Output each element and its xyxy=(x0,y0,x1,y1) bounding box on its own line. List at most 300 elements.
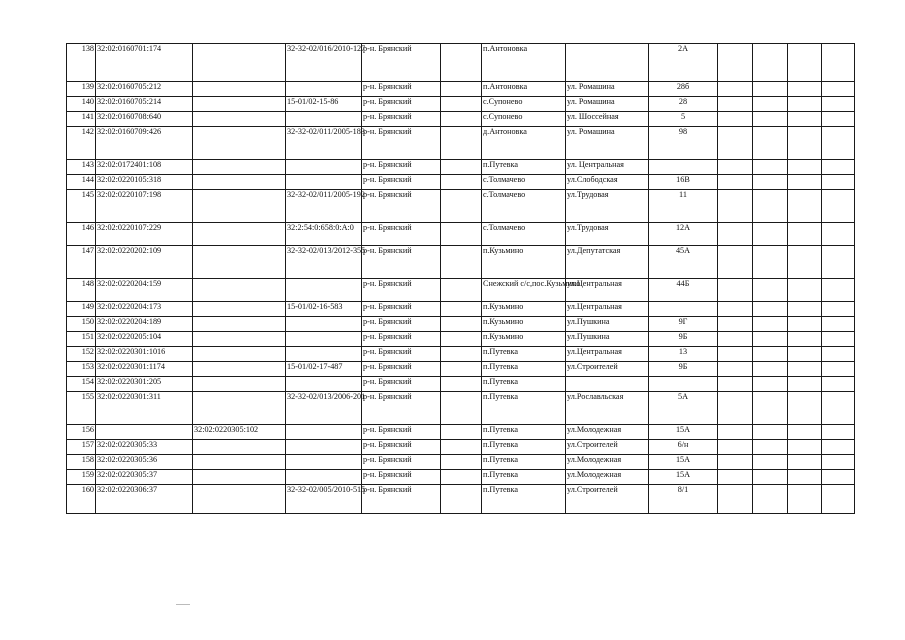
blank-cell xyxy=(753,347,788,362)
blank-cell xyxy=(788,440,822,455)
blank-cell xyxy=(753,362,788,377)
table-row xyxy=(67,317,855,332)
district: р-н. Брянский xyxy=(362,347,441,362)
locality: с.Толмачево xyxy=(482,190,566,223)
house-number: 11 xyxy=(649,190,718,223)
table-row xyxy=(67,127,855,160)
house-number: 28 xyxy=(649,97,718,112)
district: р-н. Брянский xyxy=(362,302,441,317)
cadastral-number-alt xyxy=(193,175,286,190)
house-number: 15А xyxy=(649,470,718,485)
blank-cell xyxy=(441,246,482,279)
blank-cell xyxy=(788,470,822,485)
blank-cell xyxy=(753,440,788,455)
locality: п.Кузьмино xyxy=(482,317,566,332)
blank-cell xyxy=(718,347,753,362)
locality: п.Путевка xyxy=(482,485,566,514)
street: ул. Ромашина xyxy=(566,82,649,97)
blank-cell xyxy=(753,175,788,190)
cadastral-number-alt xyxy=(193,377,286,392)
blank-cell xyxy=(718,455,753,470)
blank-cell xyxy=(788,44,822,82)
house-number: 8/1 xyxy=(649,485,718,514)
house-number xyxy=(649,160,718,175)
blank-cell xyxy=(718,362,753,377)
cadastral-number-alt xyxy=(193,317,286,332)
street: ул.Пушкина xyxy=(566,332,649,347)
blank-cell xyxy=(718,97,753,112)
row-number: 145 xyxy=(67,190,96,223)
table-row xyxy=(67,455,855,470)
blank-cell xyxy=(822,175,855,190)
district: р-н. Брянский xyxy=(362,175,441,190)
blank-cell xyxy=(788,190,822,223)
table-row xyxy=(67,347,855,362)
table-row xyxy=(67,190,855,223)
table-row xyxy=(67,246,855,279)
blank-cell xyxy=(753,392,788,425)
street: ул.Молодежная xyxy=(566,455,649,470)
row-number: 142 xyxy=(67,127,96,160)
cadastral-number-alt xyxy=(193,160,286,175)
registration-number xyxy=(286,470,362,485)
house-number: 16В xyxy=(649,175,718,190)
blank-cell xyxy=(822,127,855,160)
registration-number xyxy=(286,440,362,455)
locality: п.Путевка xyxy=(482,347,566,362)
blank-cell xyxy=(822,112,855,127)
registration-number: 32-32-02/011/2005-192 xyxy=(286,190,362,223)
registration-number: 15-01/02-17-487 xyxy=(286,362,362,377)
street: ул.Трудовая xyxy=(566,223,649,246)
blank-cell xyxy=(753,112,788,127)
cadastral-number-alt: 32:02:0220305:102 xyxy=(193,425,286,440)
blank-cell xyxy=(753,302,788,317)
row-number: 143 xyxy=(67,160,96,175)
house-number: 15А xyxy=(649,425,718,440)
blank-cell xyxy=(441,175,482,190)
blank-cell xyxy=(441,82,482,97)
blank-cell xyxy=(822,392,855,425)
cadastral-number: 32:02:0160701:174 xyxy=(96,44,193,82)
house-number: 9Г xyxy=(649,317,718,332)
locality: с.Супонево xyxy=(482,112,566,127)
house-number: 28б xyxy=(649,82,718,97)
blank-cell xyxy=(822,455,855,470)
house-number: 45А xyxy=(649,246,718,279)
cadastral-number-alt xyxy=(193,97,286,112)
row-number: 160 xyxy=(67,485,96,514)
district: р-н. Брянский xyxy=(362,44,441,82)
locality: п.Путевка xyxy=(482,470,566,485)
district: р-н. Брянский xyxy=(362,160,441,175)
blank-cell xyxy=(441,332,482,347)
cadastral-number-alt xyxy=(193,112,286,127)
blank-cell xyxy=(788,302,822,317)
blank-cell xyxy=(753,160,788,175)
blank-cell xyxy=(788,279,822,302)
cadastral-number: 32:02:0160705:212 xyxy=(96,82,193,97)
table-row xyxy=(67,175,855,190)
row-number: 146 xyxy=(67,223,96,246)
locality: п.Путевка xyxy=(482,440,566,455)
street: ул. Ромашина xyxy=(566,97,649,112)
cadastral-number-alt xyxy=(193,44,286,82)
cadastral-number: 32:02:0220204:159 xyxy=(96,279,193,302)
blank-cell xyxy=(788,425,822,440)
cadastral-number-alt xyxy=(193,392,286,425)
table-row xyxy=(67,112,855,127)
row-number: 139 xyxy=(67,82,96,97)
blank-cell xyxy=(718,317,753,332)
district: р-н. Брянский xyxy=(362,455,441,470)
registration-number xyxy=(286,175,362,190)
blank-cell xyxy=(788,82,822,97)
table-row xyxy=(67,377,855,392)
row-number: 158 xyxy=(67,455,96,470)
blank-cell xyxy=(441,485,482,514)
blank-cell xyxy=(718,82,753,97)
district: р-н. Брянский xyxy=(362,190,441,223)
district: р-н. Брянский xyxy=(362,246,441,279)
blank-cell xyxy=(718,485,753,514)
street: ул.Строителей xyxy=(566,362,649,377)
cadastral-number: 32:02:0220205:104 xyxy=(96,332,193,347)
blank-cell xyxy=(441,97,482,112)
blank-cell xyxy=(441,223,482,246)
row-number: 148 xyxy=(67,279,96,302)
street: ул. Шоссейная xyxy=(566,112,649,127)
blank-cell xyxy=(441,160,482,175)
registration-number xyxy=(286,317,362,332)
blank-cell xyxy=(441,392,482,425)
blank-cell xyxy=(441,302,482,317)
blank-cell xyxy=(753,470,788,485)
blank-cell xyxy=(718,160,753,175)
street xyxy=(566,44,649,82)
cadastral-number-alt xyxy=(193,362,286,377)
district: р-н. Брянский xyxy=(362,485,441,514)
table-row xyxy=(67,97,855,112)
locality: п.Путевка xyxy=(482,362,566,377)
district: р-н. Брянский xyxy=(362,317,441,332)
locality: п.Путевка xyxy=(482,392,566,425)
row-number: 154 xyxy=(67,377,96,392)
cadastral-number-alt xyxy=(193,82,286,97)
row-number: 152 xyxy=(67,347,96,362)
blank-cell xyxy=(822,347,855,362)
blank-cell xyxy=(718,332,753,347)
district: р-н. Брянский xyxy=(362,82,441,97)
blank-cell xyxy=(822,97,855,112)
blank-cell xyxy=(822,362,855,377)
table-row xyxy=(67,332,855,347)
registration-number xyxy=(286,377,362,392)
blank-cell xyxy=(788,332,822,347)
registration-number xyxy=(286,455,362,470)
registration-number: 32-32-02/016/2010-127 xyxy=(286,44,362,82)
district: р-н. Брянский xyxy=(362,112,441,127)
district: р-н. Брянский xyxy=(362,97,441,112)
row-number: 141 xyxy=(67,112,96,127)
blank-cell xyxy=(788,112,822,127)
street: ул.Строителей xyxy=(566,485,649,514)
street: ул. Центральная xyxy=(566,160,649,175)
cadastral-number-alt xyxy=(193,279,286,302)
district: р-н. Брянский xyxy=(362,127,441,160)
row-number: 153 xyxy=(67,362,96,377)
blank-cell xyxy=(718,44,753,82)
cadastral-number: 32:02:0160705:214 xyxy=(96,97,193,112)
row-number: 150 xyxy=(67,317,96,332)
street: ул. Ромашина xyxy=(566,127,649,160)
blank-cell xyxy=(441,470,482,485)
blank-cell xyxy=(822,317,855,332)
district: р-н. Брянский xyxy=(362,377,441,392)
blank-cell xyxy=(822,190,855,223)
locality: п.Кузьмино xyxy=(482,246,566,279)
blank-cell xyxy=(753,377,788,392)
street: ул.Центральная xyxy=(566,347,649,362)
blank-cell xyxy=(441,112,482,127)
blank-cell xyxy=(753,127,788,160)
cadastral-number: 32:02:0220107:198 xyxy=(96,190,193,223)
blank-cell xyxy=(441,190,482,223)
district: р-н. Брянский xyxy=(362,470,441,485)
blank-cell xyxy=(753,279,788,302)
blank-cell xyxy=(441,377,482,392)
registration-number xyxy=(286,160,362,175)
registration-number xyxy=(286,425,362,440)
table-row xyxy=(67,392,855,425)
street: ул.Депутатская xyxy=(566,246,649,279)
registration-number: 15-01/02-15-86 xyxy=(286,97,362,112)
street: ул.Центральная xyxy=(566,279,649,302)
blank-cell xyxy=(753,82,788,97)
house-number: 44Б xyxy=(649,279,718,302)
blank-cell xyxy=(788,127,822,160)
table-row xyxy=(67,485,855,514)
blank-cell xyxy=(753,44,788,82)
blank-cell xyxy=(718,279,753,302)
blank-cell xyxy=(718,112,753,127)
blank-cell xyxy=(441,455,482,470)
blank-cell xyxy=(718,190,753,223)
cadastral-number xyxy=(96,425,193,440)
blank-cell xyxy=(753,190,788,223)
cadastral-number-alt xyxy=(193,347,286,362)
street: ул.Пушкина xyxy=(566,317,649,332)
blank-cell xyxy=(788,246,822,279)
locality: п.Путевка xyxy=(482,455,566,470)
house-number: 2А xyxy=(649,44,718,82)
cadastral-number-alt xyxy=(193,302,286,317)
street: ул.Трудовая xyxy=(566,190,649,223)
row-number: 147 xyxy=(67,246,96,279)
district: р-н. Брянский xyxy=(362,392,441,425)
blank-cell xyxy=(753,317,788,332)
table-row xyxy=(67,223,855,246)
blank-cell xyxy=(822,377,855,392)
blank-cell xyxy=(788,175,822,190)
street: ул.Рославльская xyxy=(566,392,649,425)
blank-cell xyxy=(788,223,822,246)
registration-number: 32-32-02/013/2006-201 xyxy=(286,392,362,425)
table-row xyxy=(67,440,855,455)
registration-number xyxy=(286,279,362,302)
blank-cell xyxy=(822,425,855,440)
row-number: 149 xyxy=(67,302,96,317)
blank-cell xyxy=(788,485,822,514)
street: ул.Молодежная xyxy=(566,470,649,485)
cadastral-number: 32:02:0220105:318 xyxy=(96,175,193,190)
cadastral-number: 32:02:0220305:33 xyxy=(96,440,193,455)
blank-cell xyxy=(718,302,753,317)
district: р-н. Брянский xyxy=(362,362,441,377)
district: р-н. Брянский xyxy=(362,279,441,302)
house-number: 5 xyxy=(649,112,718,127)
blank-cell xyxy=(753,485,788,514)
row-number: 140 xyxy=(67,97,96,112)
cadastral-number: 32:02:0220305:37 xyxy=(96,470,193,485)
row-number: 138 xyxy=(67,44,96,82)
registration-number: 32:2:54:0:658:0:А:0 xyxy=(286,223,362,246)
cadastral-number-alt xyxy=(193,190,286,223)
cadastral-number-alt xyxy=(193,440,286,455)
blank-cell xyxy=(718,440,753,455)
house-number: 98 xyxy=(649,127,718,160)
blank-cell xyxy=(788,377,822,392)
blank-cell xyxy=(822,44,855,82)
locality: с.Толмачево xyxy=(482,223,566,246)
blank-cell xyxy=(822,223,855,246)
blank-cell xyxy=(718,392,753,425)
district: р-н. Брянский xyxy=(362,440,441,455)
registration-number xyxy=(286,112,362,127)
blank-cell xyxy=(718,175,753,190)
blank-cell xyxy=(822,160,855,175)
blank-cell xyxy=(441,317,482,332)
locality: п.Путевка xyxy=(482,377,566,392)
registration-number xyxy=(286,82,362,97)
blank-cell xyxy=(441,425,482,440)
cadastral-number: 32:02:0220306:37 xyxy=(96,485,193,514)
blank-cell xyxy=(441,440,482,455)
table-row xyxy=(67,470,855,485)
locality: п.Кузьмино xyxy=(482,302,566,317)
district: р-н. Брянский xyxy=(362,223,441,246)
register-table xyxy=(66,43,855,514)
row-number: 151 xyxy=(67,332,96,347)
locality: п.Антоновка xyxy=(482,44,566,82)
blank-cell xyxy=(753,223,788,246)
house-number: 6/н xyxy=(649,440,718,455)
blank-cell xyxy=(788,347,822,362)
locality: с.Толмачево xyxy=(482,175,566,190)
registration-number xyxy=(286,332,362,347)
cadastral-number-alt xyxy=(193,455,286,470)
cadastral-number: 32:02:0220301:1016 xyxy=(96,347,193,362)
cadastral-number: 32:02:0220107:229 xyxy=(96,223,193,246)
cadastral-number: 32:02:0220305:36 xyxy=(96,455,193,470)
table-row xyxy=(67,425,855,440)
street: ул.Строителей xyxy=(566,440,649,455)
blank-cell xyxy=(822,470,855,485)
blank-cell xyxy=(788,317,822,332)
cadastral-number: 32:02:0172401:108 xyxy=(96,160,193,175)
blank-cell xyxy=(753,455,788,470)
table-row xyxy=(67,302,855,317)
cadastral-number: 32:02:0220301:311 xyxy=(96,392,193,425)
blank-cell xyxy=(718,246,753,279)
table-row xyxy=(67,160,855,175)
locality: с.Супонево xyxy=(482,97,566,112)
cadastral-number: 32:02:0220202:109 xyxy=(96,246,193,279)
blank-cell xyxy=(718,425,753,440)
blank-cell xyxy=(718,127,753,160)
blank-cell xyxy=(753,97,788,112)
cadastral-number: 32:02:0220301:205 xyxy=(96,377,193,392)
street: ул.Слободская xyxy=(566,175,649,190)
blank-cell xyxy=(822,82,855,97)
table-row xyxy=(67,44,855,82)
house-number: 9Б xyxy=(649,362,718,377)
blank-cell xyxy=(788,160,822,175)
locality: п.Антоновка xyxy=(482,82,566,97)
blank-cell xyxy=(822,332,855,347)
district: р-н. Брянский xyxy=(362,332,441,347)
blank-cell xyxy=(753,425,788,440)
cadastral-number: 32:02:0160708:640 xyxy=(96,112,193,127)
table-row xyxy=(67,279,855,302)
registration-number: 15-01/02-16-583 xyxy=(286,302,362,317)
row-number: 157 xyxy=(67,440,96,455)
table-row xyxy=(67,82,855,97)
locality: Снежский с/с,пос.Кузьмино xyxy=(482,279,566,302)
district: р-н. Брянский xyxy=(362,425,441,440)
row-number: 144 xyxy=(67,175,96,190)
cadastral-number-alt xyxy=(193,223,286,246)
cadastral-number: 32:02:0220204:173 xyxy=(96,302,193,317)
cadastral-number-alt xyxy=(193,127,286,160)
locality: п.Кузьмино xyxy=(482,332,566,347)
street: ул.Молодежная xyxy=(566,425,649,440)
blank-cell xyxy=(788,362,822,377)
house-number: 9Б xyxy=(649,332,718,347)
cadastral-number-alt xyxy=(193,246,286,279)
blank-cell xyxy=(753,332,788,347)
registration-number: 32-32-02/013/2012-355 xyxy=(286,246,362,279)
blank-cell xyxy=(441,279,482,302)
cadastral-number-alt xyxy=(193,332,286,347)
blank-cell xyxy=(822,246,855,279)
row-number: 155 xyxy=(67,392,96,425)
row-number: 159 xyxy=(67,470,96,485)
blank-cell xyxy=(441,44,482,82)
blank-cell xyxy=(718,470,753,485)
house-number xyxy=(649,377,718,392)
blank-cell xyxy=(718,223,753,246)
registration-number: 32-32-02/005/2010-515 xyxy=(286,485,362,514)
row-number: 156 xyxy=(67,425,96,440)
blank-cell xyxy=(788,455,822,470)
registration-number: 32-32-02/011/2005-183 xyxy=(286,127,362,160)
blank-cell xyxy=(718,377,753,392)
blank-cell xyxy=(788,97,822,112)
blank-cell xyxy=(822,279,855,302)
registration-number xyxy=(286,347,362,362)
house-number: 12А xyxy=(649,223,718,246)
